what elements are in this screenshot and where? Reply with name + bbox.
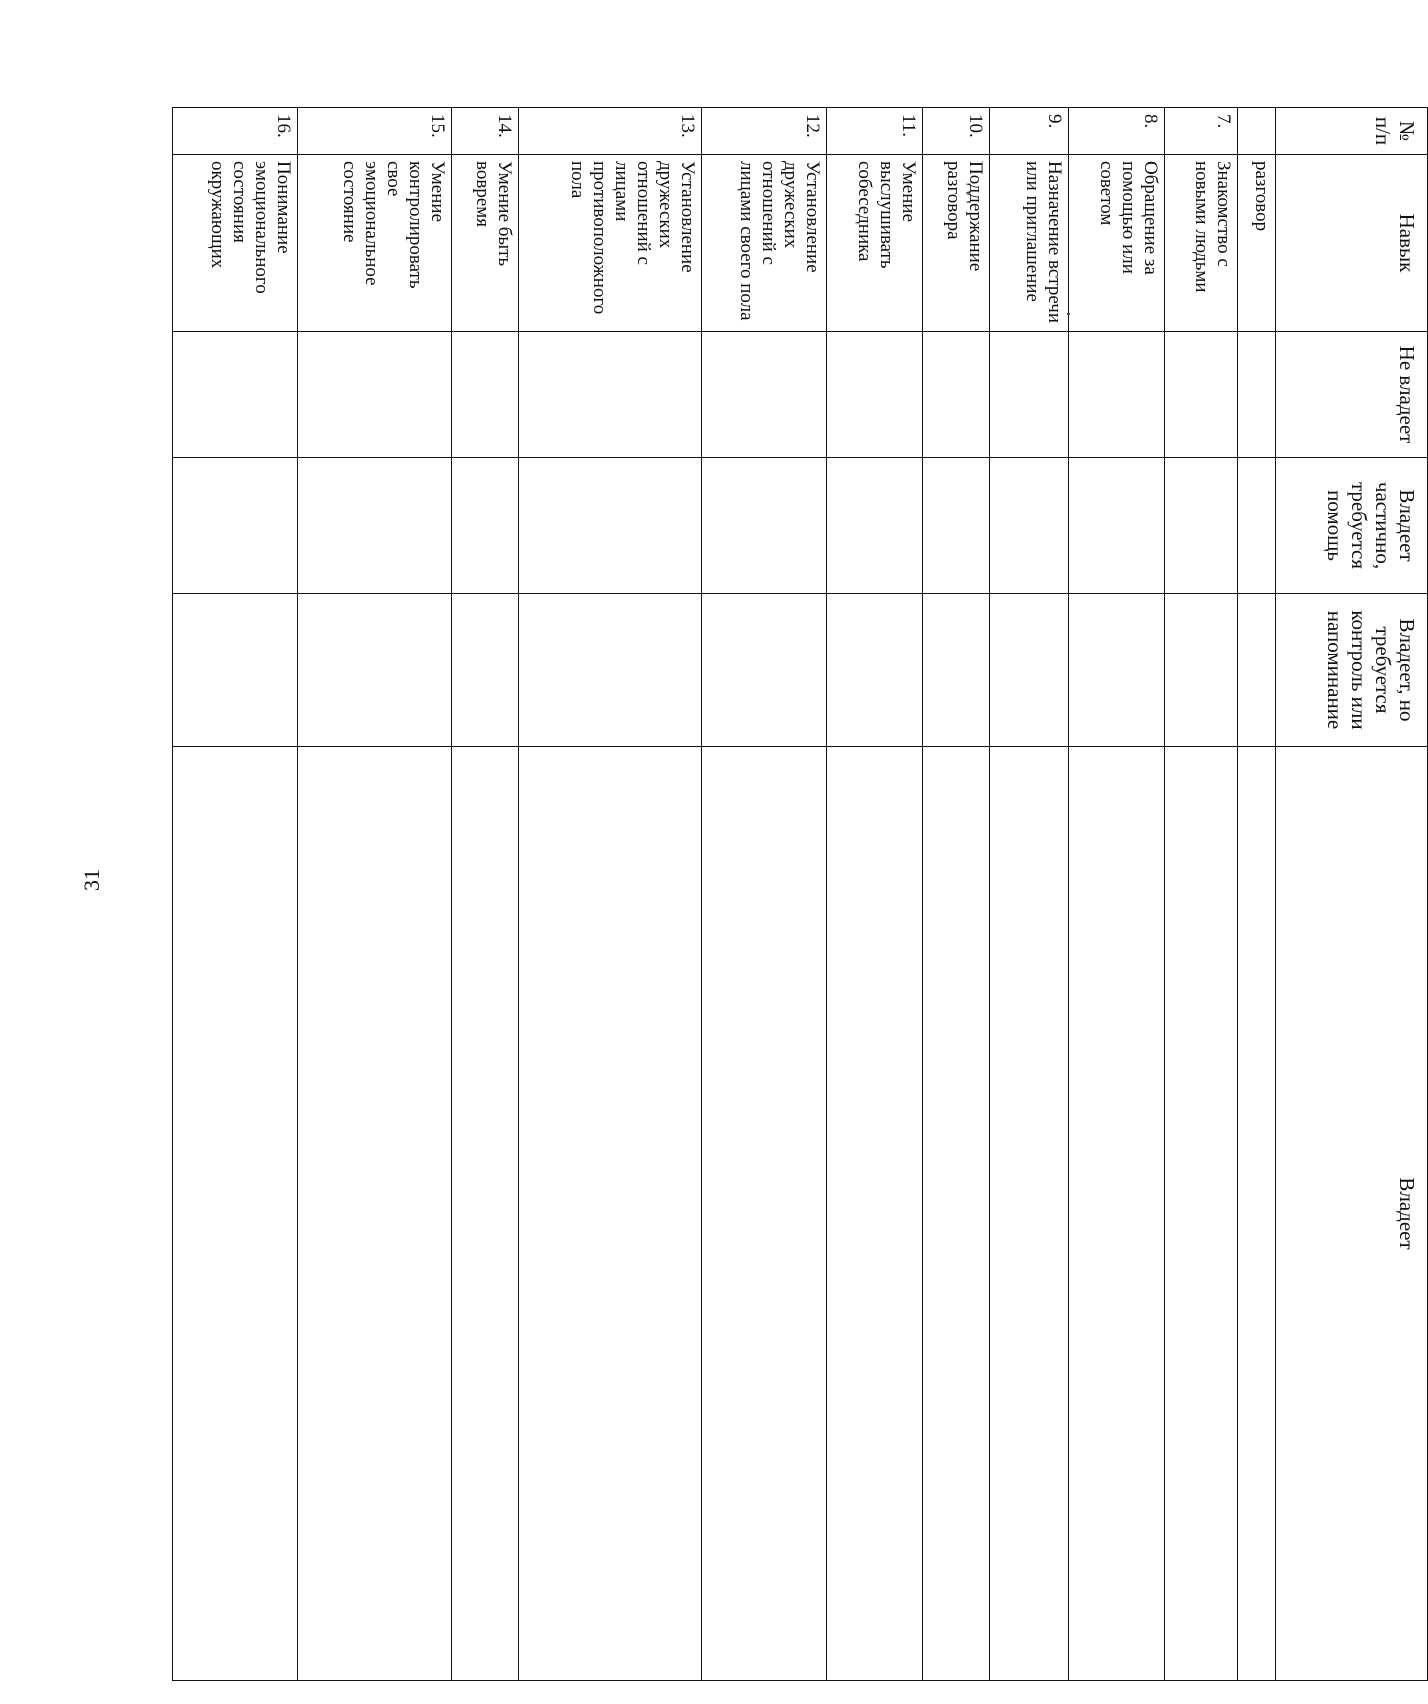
cell-partially-mastered <box>826 458 922 594</box>
cell-not-mastered <box>1237 332 1275 458</box>
cell-not-mastered <box>451 332 518 458</box>
cell-partially-mastered <box>1165 458 1238 594</box>
cell-not-mastered <box>173 332 298 458</box>
cell-not-mastered <box>989 332 1068 458</box>
row-number: 9. <box>989 108 1068 155</box>
rotated-table-wrapper <box>172 107 1428 1680</box>
row-skill: Назначение встречи или приглашение <box>989 155 1068 332</box>
table-row <box>922 108 989 1681</box>
cell-mastered <box>701 747 826 1681</box>
row-skill: Установление дружеских отношений с лицами своего пола <box>701 155 826 332</box>
cell-mastered <box>1237 747 1275 1681</box>
cell-mastered <box>826 747 922 1681</box>
header-partially-mastered: Владеет частично, требуется помощь <box>1276 458 1428 594</box>
cell-not-mastered <box>298 332 452 458</box>
header-needs-control: Владеет, но требуется контроль или напоминание <box>1276 594 1428 747</box>
scan-speck <box>1067 313 1070 315</box>
cell-needs-control <box>173 594 298 747</box>
header-num: № п/п <box>1276 108 1428 155</box>
cell-mastered <box>1165 747 1238 1681</box>
table-row <box>173 108 298 1681</box>
header-not-mastered: Не владеет <box>1276 332 1428 458</box>
row-number: 14. <box>451 108 518 155</box>
row-number: 7. <box>1165 108 1238 155</box>
row-number: 8. <box>1069 108 1165 155</box>
cell-needs-control <box>518 594 701 747</box>
cell-partially-mastered <box>922 458 989 594</box>
row-number: 16. <box>173 108 298 155</box>
cell-mastered <box>451 747 518 1681</box>
row-number: 11. <box>826 108 922 155</box>
table-row <box>1237 108 1275 1681</box>
table-row <box>989 108 1068 1681</box>
cell-not-mastered <box>1069 332 1165 458</box>
cell-partially-mastered <box>173 458 298 594</box>
cell-partially-mastered <box>989 458 1068 594</box>
cell-partially-mastered <box>701 458 826 594</box>
cell-needs-control <box>451 594 518 747</box>
table-row <box>1165 108 1238 1681</box>
cell-partially-mastered <box>298 458 452 594</box>
cell-not-mastered <box>922 332 989 458</box>
table-row <box>701 108 826 1681</box>
row-skill: Поддержание разговора <box>922 155 989 332</box>
cell-not-mastered <box>826 332 922 458</box>
header-mastered: Владеет <box>1276 747 1428 1681</box>
cell-needs-control <box>989 594 1068 747</box>
cell-partially-mastered <box>518 458 701 594</box>
cell-needs-control <box>826 594 922 747</box>
cell-mastered <box>989 747 1068 1681</box>
cell-needs-control <box>922 594 989 747</box>
table-row <box>1069 108 1165 1681</box>
table-row <box>518 108 701 1681</box>
row-number: 15. <box>298 108 452 155</box>
cell-mastered <box>922 747 989 1681</box>
cell-mastered <box>1069 747 1165 1681</box>
header-row <box>1276 108 1428 1681</box>
cell-mastered <box>518 747 701 1681</box>
row-skill: Умение быть вовремя <box>451 155 518 332</box>
cell-not-mastered <box>1165 332 1238 458</box>
cell-partially-mastered <box>1237 458 1275 594</box>
cell-needs-control <box>298 594 452 747</box>
table-row <box>298 108 452 1681</box>
row-skill: Умение контролировать свое эмоциональное состояние <box>298 155 452 332</box>
row-skill: Установление дружеских отношений с лицами противоположного пола <box>518 155 701 332</box>
row-number: 10. <box>922 108 989 155</box>
page-number: 31 <box>79 869 104 891</box>
cell-not-mastered <box>701 332 826 458</box>
cell-needs-control <box>1069 594 1165 747</box>
cell-partially-mastered <box>1069 458 1165 594</box>
row-number: 12. <box>701 108 826 155</box>
cell-partially-mastered <box>451 458 518 594</box>
cell-needs-control <box>1165 594 1238 747</box>
row-skill: Знакомство с новыми людьми <box>1165 155 1238 332</box>
table-row <box>826 108 922 1681</box>
cell-mastered <box>298 747 452 1681</box>
row-skill: Понимание эмоционального состояния окружающих <box>173 155 298 332</box>
row-skill: Обращение за помощью или советом <box>1069 155 1165 332</box>
cell-needs-control <box>1237 594 1275 747</box>
skills-table <box>172 107 1428 1681</box>
cell-mastered <box>173 747 298 1681</box>
row-skill: Умение выслушивать собеседника <box>826 155 922 332</box>
table-row <box>451 108 518 1681</box>
cell-needs-control <box>701 594 826 747</box>
row-number: 13. <box>518 108 701 155</box>
cell-not-mastered <box>518 332 701 458</box>
header-skill: Навык <box>1276 155 1428 332</box>
row-number <box>1237 108 1275 155</box>
row-skill: разговор <box>1237 155 1275 332</box>
